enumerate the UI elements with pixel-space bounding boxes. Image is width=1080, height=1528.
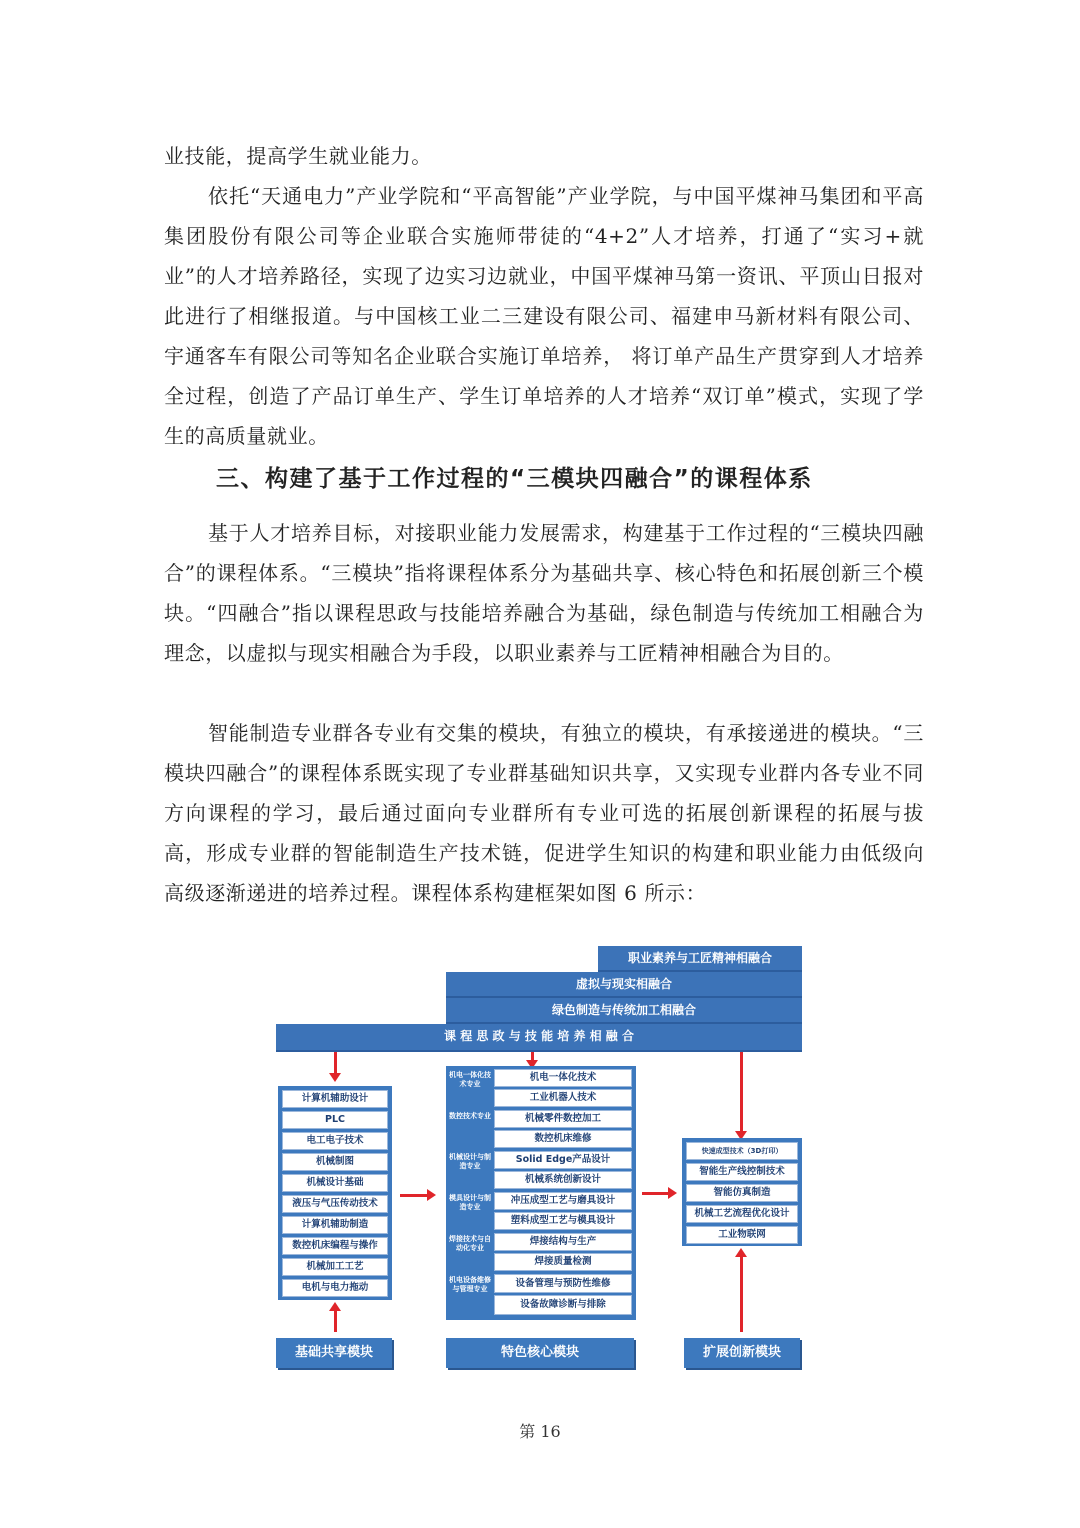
paragraph-module-description: 智能制造专业群各专业有交集的模块，有独立的模块，有承接递进的模块。“三模块四融合”的课程体系既实现了专业群基础知识共享，又实现专业群内各专业不同方向课程的学习，最后通过面向专业群所有专业可选的拓展创新课程的拓展与拔高，形成专业群的智能制造生产技术链，促进学生知识的构建和职业能力由低级向高级逐渐递进的培养过程。课程体系构建框架如图 6 所示： bbox=[164, 721, 924, 905]
course-electrical: 电工电子技术 bbox=[282, 1132, 388, 1150]
course-solid-edge: Solid Edge产品设计 bbox=[494, 1151, 632, 1169]
course-cam: 计算机辅助制造 bbox=[282, 1216, 388, 1234]
course-system-diagram bbox=[272, 942, 806, 1378]
arrow-down-left bbox=[334, 1052, 337, 1074]
page-number: 第 16 bbox=[519, 1422, 561, 1441]
band-ideological-skill: 课 程 思 政 与 技 能 培 养 相 融 合 bbox=[276, 1024, 802, 1052]
course-machining: 机械加工工艺 bbox=[282, 1258, 388, 1276]
arrow-down-middle bbox=[531, 1052, 534, 1061]
paragraph-industry-college: 依托“天通电力”产业学院和“平高智能”产业学院，与中国平煤神马集团和平高集团股份有限公司等企业联合实施师带徒的“4+2”人才培养，打通了“实习+就业”的人才培养路径，实现了边实习边就业，中国平煤神马第一资讯、平顶山日报对此进行了相继报道。与中国核工业二三建设有限公司、福建申马新材料有限公司、宇通客车有限公司等知名企业联合实施订单培养， 将订单产品生产贯穿到人才培养全过程，创造了产品订单生产、学生订单培养的人才培养“双订单”模式，实现了学生的高质量就业。 bbox=[164, 184, 924, 448]
course-innovative-design: 机械系统创新设计 bbox=[494, 1171, 632, 1189]
arrow-right-core-to-extend bbox=[642, 1192, 669, 1195]
group-mechatronics: 机电一体化技术专业 bbox=[449, 1069, 491, 1107]
section-heading: 三、构建了基于工作过程的“三模块四融合”的课程体系 bbox=[216, 466, 813, 492]
course-fault-diagnosis: 设备故障诊断与排除 bbox=[494, 1295, 632, 1315]
course-production-line: 智能生产线控制技术 bbox=[686, 1163, 798, 1181]
core-courses-column bbox=[446, 1066, 636, 1320]
course-process-optimization: 机械工艺流程优化设计 bbox=[686, 1205, 798, 1223]
course-iot: 工业物联网 bbox=[686, 1226, 798, 1244]
course-cnc-programming: 数控机床编程与操作 bbox=[282, 1237, 388, 1255]
arrow-up-left bbox=[334, 1310, 337, 1332]
course-motor-drive: 电机与电力拖动 bbox=[282, 1279, 388, 1297]
group-mold-design: 模具设计与制造专业 bbox=[449, 1192, 491, 1230]
course-robotics: 工业机器人技术 bbox=[494, 1089, 632, 1107]
course-mechatronics: 机电一体化技术 bbox=[494, 1069, 632, 1087]
arrow-up-right bbox=[740, 1256, 743, 1332]
course-hydraulic: 液压与气压传动技术 bbox=[282, 1195, 388, 1213]
course-cnc-repair: 数控机床维修 bbox=[494, 1130, 632, 1148]
course-simulation: 智能仿真制造 bbox=[686, 1184, 798, 1202]
course-plc: PLC bbox=[282, 1111, 388, 1129]
band-craftsmanship: 职业素养与工匠精神相融合 bbox=[598, 946, 802, 972]
basic-courses-column bbox=[278, 1086, 392, 1300]
arrow-right-basic-to-core bbox=[400, 1194, 428, 1197]
extend-courses-column bbox=[682, 1138, 802, 1246]
group-mechanical-design: 机械设计与制造专业 bbox=[449, 1151, 491, 1189]
band-green-manufacturing: 绿色制造与传统加工相融合 bbox=[446, 998, 802, 1024]
module-core-feature: 特色核心模块 bbox=[446, 1338, 634, 1368]
course-cnc-parts: 机械零件数控加工 bbox=[494, 1110, 632, 1128]
course-design-basics: 机械设计基础 bbox=[282, 1174, 388, 1192]
band-virtual-real: 虚拟与现实相融合 bbox=[446, 972, 802, 998]
arrow-down-right bbox=[740, 1052, 743, 1132]
course-drawing: 机械制图 bbox=[282, 1153, 388, 1171]
course-plastic-mold: 塑料成型工艺与模具设计 bbox=[494, 1212, 632, 1230]
course-3d-printing: 快速成型技术（3D打印） bbox=[686, 1142, 798, 1160]
paragraph-course-system: 基于人才培养目标，对接职业能力发展需求，构建基于工作过程的“三模块四融合”的课程体系。“三模块”指将课程体系分为基础共享、核心特色和拓展创新三个模块。“四融合”指以课程思政与技能培养融合为基础，绿色制造与传统加工相融合为理念，以虚拟与现实相融合为手段，以职业素养与工匠精神相融合为目的。 bbox=[164, 521, 924, 665]
group-cnc: 数控技术专业 bbox=[449, 1110, 491, 1148]
course-welding-structure: 焊接结构与生产 bbox=[494, 1233, 632, 1251]
course-cad: 计算机辅助设计 bbox=[282, 1090, 388, 1108]
course-stamping: 冲压成型工艺与磨具设计 bbox=[494, 1192, 632, 1210]
paragraph-intro-end: 业技能，提高学生就业能力。 bbox=[164, 144, 432, 168]
group-equipment: 机电设备维修与管理专业 bbox=[449, 1274, 491, 1316]
module-extend-innovation: 扩展创新模块 bbox=[684, 1338, 800, 1368]
course-preventive-maintenance: 设备管理与预防性维修 bbox=[494, 1274, 632, 1293]
course-welding-inspection: 焊接质量检测 bbox=[494, 1253, 632, 1271]
group-welding: 焊接技术与自动化专业 bbox=[449, 1233, 491, 1271]
module-basic-shared: 基础共享模块 bbox=[276, 1338, 392, 1368]
